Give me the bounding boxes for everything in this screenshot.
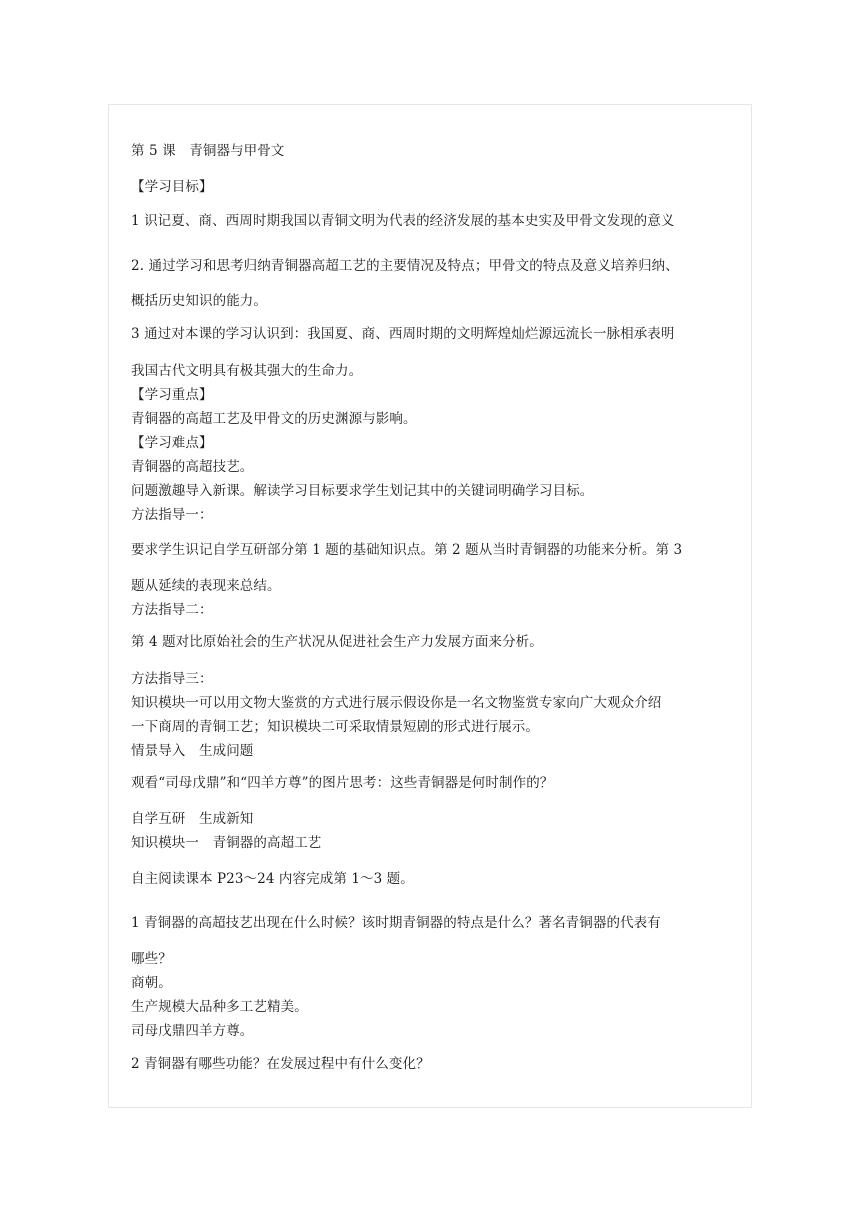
section-heading: 【学习重点】 xyxy=(131,387,213,403)
paragraph-line: 自主阅读课本 P23～24 内容完成第 1～3 题。 xyxy=(131,871,414,887)
paragraph-line: 青铜器的高超工艺及甲骨文的历史渊源与影响。 xyxy=(131,411,417,427)
paragraph-line: 一下商周的青铜工艺；知识模块二可采取情景短剧的形式进行展示。 xyxy=(131,719,539,735)
paragraph-line: 2. 通过学习和思考归纳青铜器高超工艺的主要情况及特点；甲骨文的特点及意义培养归纳、 xyxy=(131,258,679,274)
section-heading: 知识模块一 青铜器的高超工艺 xyxy=(131,835,322,851)
section-heading: 【学习目标】 xyxy=(131,179,213,195)
paragraph-line: 我国古代文明具有极其强大的生命力。 xyxy=(131,363,363,379)
paragraph-line: 知识模块一可以用文物大鉴赏的方式进行展示假设你是一名文物鉴赏专家向广大观众介绍 xyxy=(131,695,662,711)
paragraph-line: 3 通过对本课的学习认识到：我国夏、商、西周时期的文明辉煌灿烂源远流长一脉相承表明 xyxy=(131,326,675,342)
question-line: 哪些？ xyxy=(131,951,172,967)
paragraph-line: 第 4 题对比原始社会的生产状况从促进社会生产力发展方面来分析。 xyxy=(131,634,543,650)
question-line: 2 青铜器有哪些功能？在发展过程中有什么变化？ xyxy=(131,1056,430,1072)
section-heading: 方法指导一： xyxy=(131,507,213,523)
paragraph-line: 1 识记夏、商、西周时期我国以青铜文明为代表的经济发展的基本史实及甲骨文发现的意义 xyxy=(131,213,675,229)
paragraph-line: 概括历史知识的能力。 xyxy=(131,293,267,309)
answer-line: 司母戊鼎四羊方尊。 xyxy=(131,1023,254,1039)
answer-line: 生产规模大品种多工艺精美。 xyxy=(131,999,308,1015)
paragraph-line: 青铜器的高超技艺。 xyxy=(131,459,254,475)
question-line: 1 青铜器的高超技艺出现在什么时候？该时期青铜器的特点是什么？著名青铜器的代表有 xyxy=(131,915,661,931)
paragraph-line: 题从延续的表现来总结。 xyxy=(131,578,281,594)
paragraph-line: 要求学生识记自学互研部分第 1 题的基础知识点。第 2 题从当时青铜器的功能来分析。第 3 xyxy=(131,542,683,558)
section-heading: 方法指导三： xyxy=(131,671,213,687)
section-heading: 情景导入 生成问题 xyxy=(131,743,254,759)
paragraph-line: 问题激趣导入新课。解读学习目标要求学生划记其中的关键词明确学习目标。 xyxy=(131,483,594,499)
section-heading: 自学互研 生成新知 xyxy=(131,811,254,827)
section-heading: 【学习难点】 xyxy=(131,435,213,451)
lesson-title: 第 5 课 青铜器与甲骨文 xyxy=(131,143,285,159)
paragraph-line: 观看“司母戊鼎”和“四羊方尊”的图片思考：这些青铜器是何时制作的？ xyxy=(131,775,554,791)
answer-line: 商朝。 xyxy=(131,975,172,991)
section-heading: 方法指导二： xyxy=(131,602,213,618)
